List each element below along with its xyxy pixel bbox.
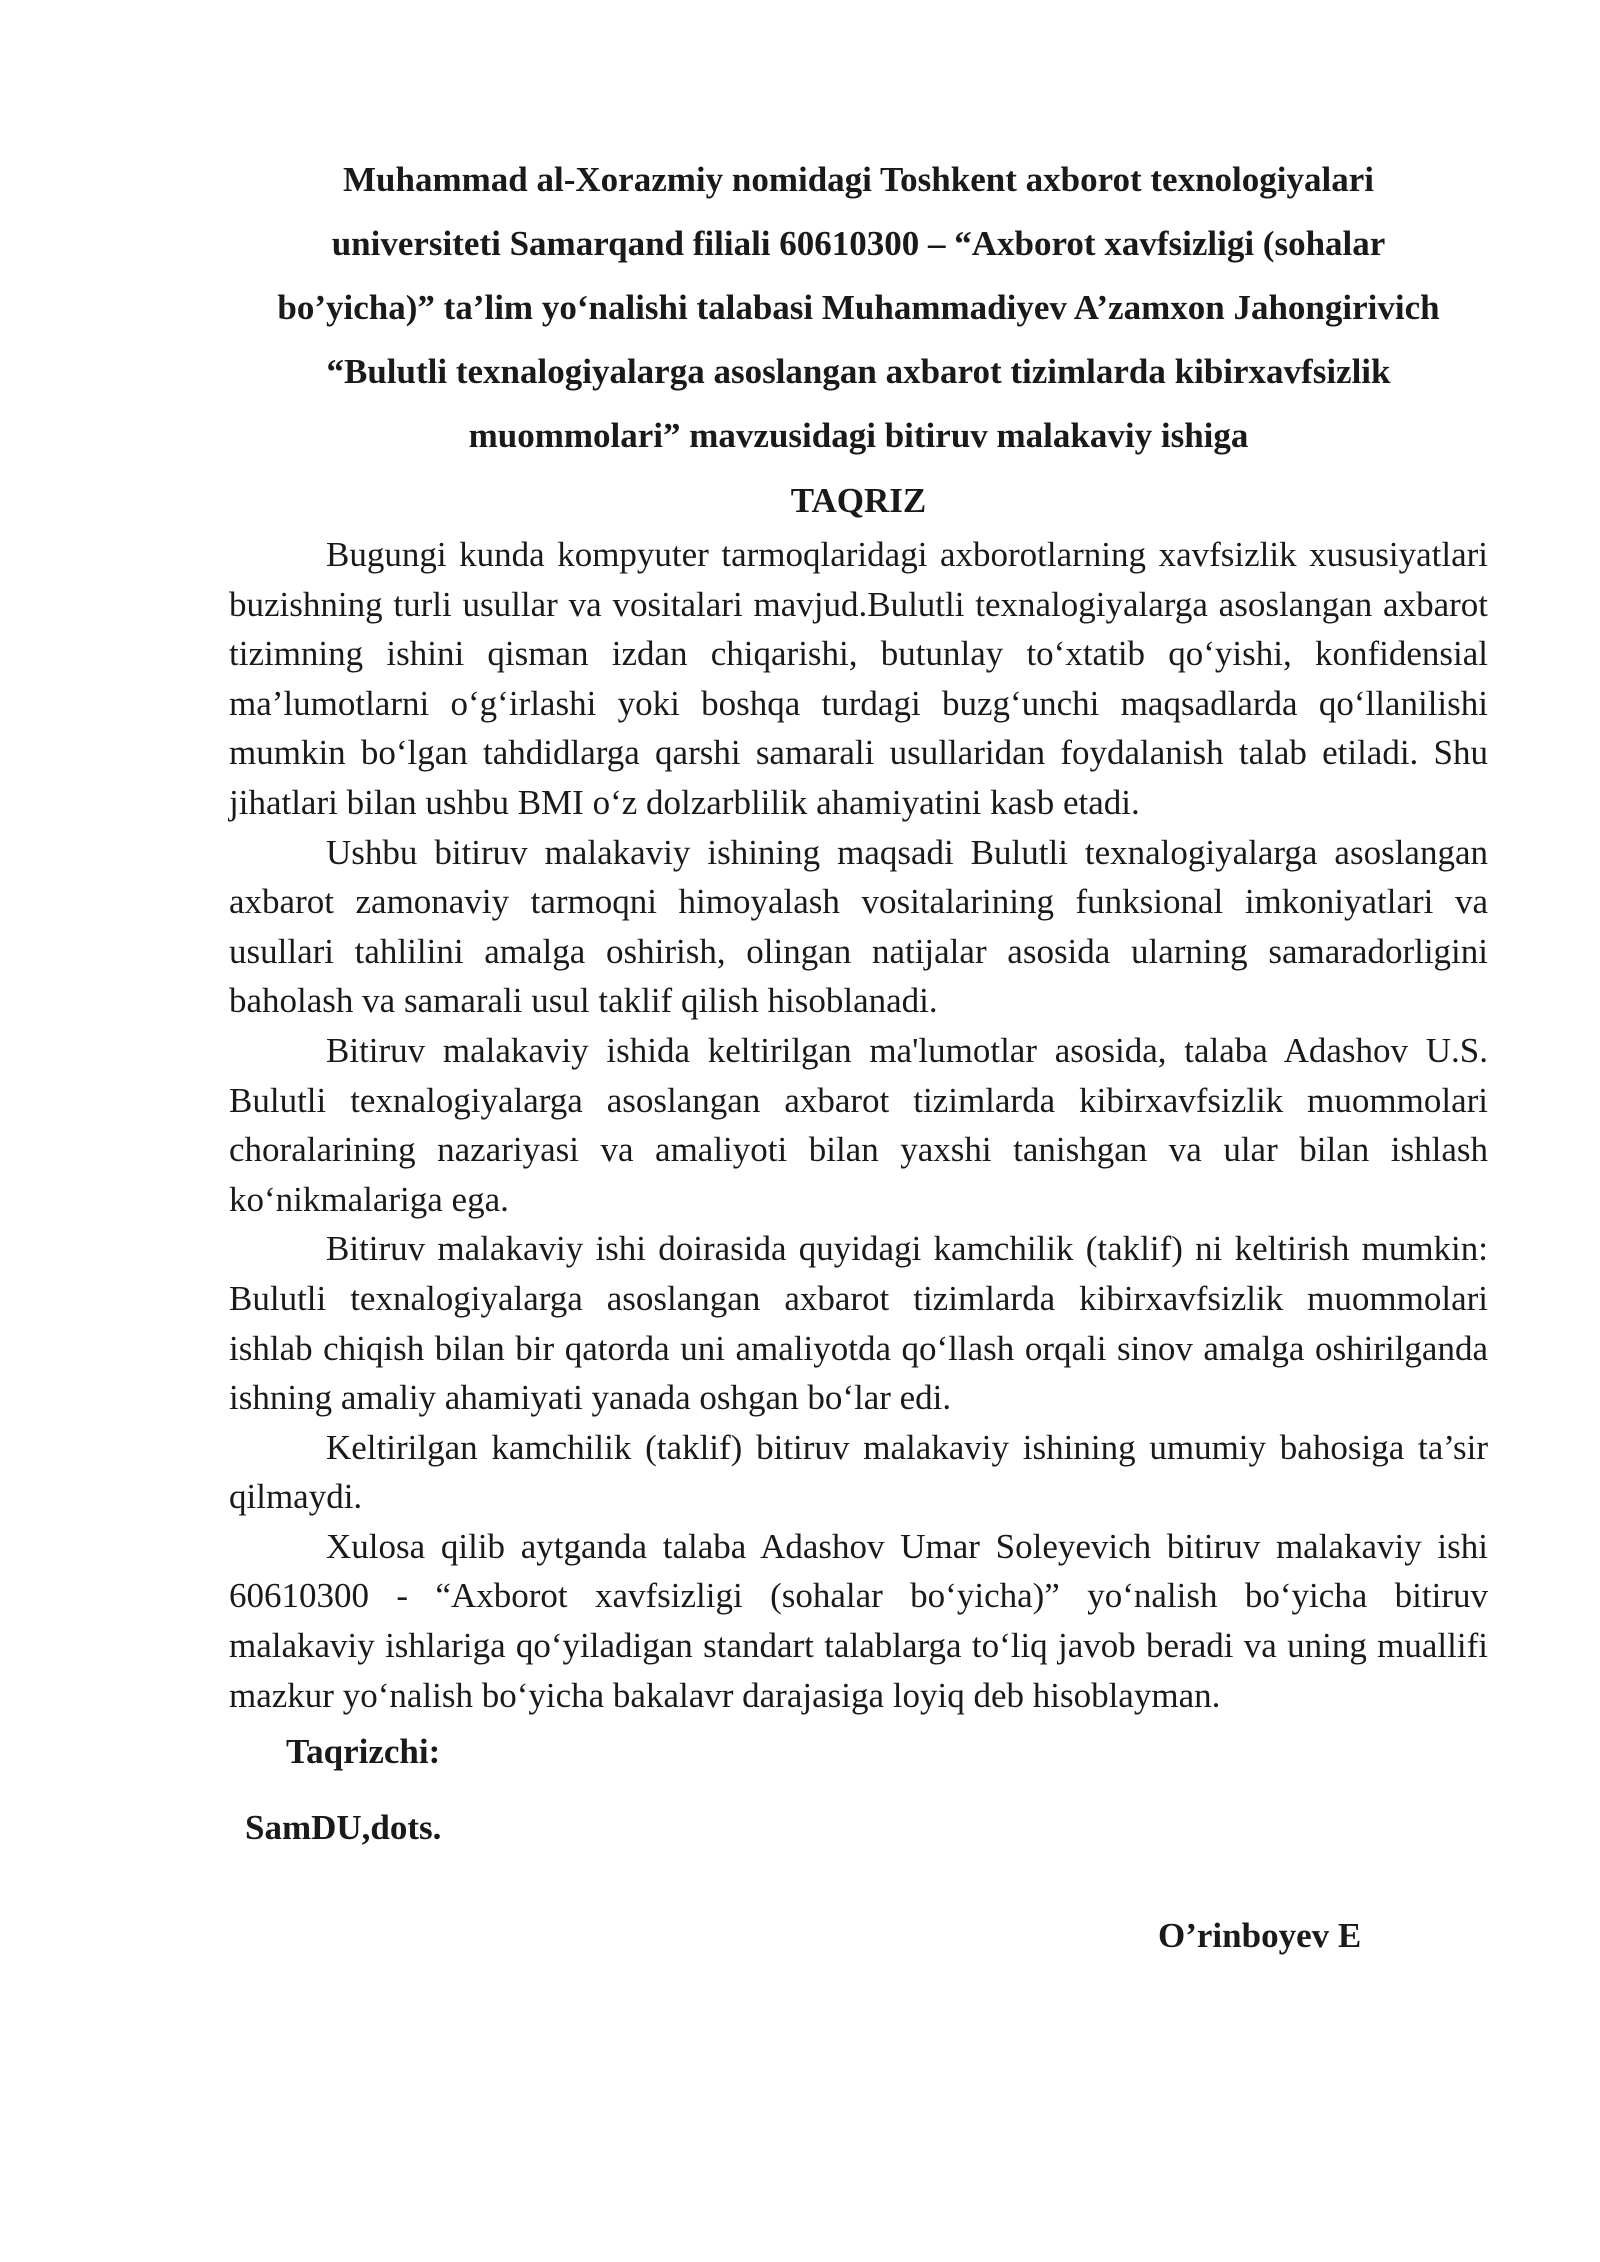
paragraph-relevance: Bugungi kunda kompyuter tarmoqlaridagi axborotlarning xavfsizlik xususiyatlari buzishning turli usullar va vositalari mavjud.Bulutli texnalogiyalarga asoslangan axbarot tizimning ishini qisman izdan chiqarishi, butunlay to‘xtatib qo‘yishi, konfidensial ma’lumotlarni o‘g‘irlashi yoki boshqa turdagi buzg‘unchi maqsadlarda qo‘llanilishi mumkin bo‘lgan tahdidlarga qarshi samarali usullaridan foydalanish talab etiladi. Shu jihatlari bilan ushbu BMI o‘z dolzarblilik ahamiyatini kasb etadi. bbox=[229, 535, 1488, 822]
reviewer-name: O’rinboyev E bbox=[1158, 1916, 1362, 1955]
header-line-2: universiteti Samarqand filiali 60610300 – “Axborot xavfsizligi (sohalar bbox=[331, 224, 1386, 263]
paragraph-goal: Ushbu bitiruv malakaviy ishining maqsadi Bulutli texnalogiyalarga asoslangan axbarot zamonaviy tarmoqni himoyalash vositalarining funksional imkoniyatlari va usullari tahlilini amalga oshirish, olingan natijalar asosida ularning samaradorligini baholash va samarali usul taklif qilish hisoblanadi. bbox=[229, 832, 1488, 1021]
header-line-1: Muhammad al-Xorazmiy nomidagi Toshkent axborot texnologiyalari bbox=[343, 160, 1374, 199]
paragraph-conclusion: Xulosa qilib aytganda talaba Adashov Umar Soleyevich bitiruv malakaviy ishi 60610300 - “Axborot xavfsizligi (sohalar bo‘yicha)” yo‘nalish bo‘yicha bitiruv malakaviy ishlariga qo‘yiladigan standart talablarga to‘liq javob beradi va uning muallifi mazkur yo‘nalish bo‘yicha bakalavr darajasiga loyiq deb hisoblayman. bbox=[229, 1526, 1488, 1715]
reviewer-organization: SamDU,dots. bbox=[245, 1808, 442, 1848]
document-header bbox=[229, 148, 1488, 468]
reviewer-label: Taqrizchi: bbox=[286, 1732, 441, 1772]
header-line-4: “Bulutli texnalogiyalarga asoslangan axbarot tizimlarda kibirxavfsizlik bbox=[326, 352, 1391, 391]
header-line-5: muommolari” mavzusidagi bitiruv malakaviy ishiga bbox=[468, 416, 1249, 455]
document-body bbox=[229, 530, 1488, 1720]
document-title: TAQRIZ bbox=[790, 481, 927, 520]
paragraph-assessment-impact: Keltirilgan kamchilik (taklif) bitiruv malakaviy ishining umumiy bahosiga ta’sir qilmaydi. bbox=[229, 1427, 1488, 1517]
header-line-3: bo’yicha)” ta’lim yo‘nalishi talabasi Muhammadiyev A’zamxon Jahongirivich bbox=[277, 288, 1440, 327]
paragraph-shortcomings: Bitiruv malakaviy ishi doirasida quyidagi kamchilik (taklif) ni keltirish mumkin: Bulutli texnalogiyalarga asoslangan axbarot tizimlarda kibirxavfsizlik muommolari ishlab chiqish bilan bir qatorda uni amaliyotda qo‘llash orqali sinov amalga oshirilganda ishning amaliy ahamiyati yanada oshgan bo‘lar edi. bbox=[229, 1229, 1488, 1418]
paragraph-student-skills: Bitiruv malakaviy ishida keltirilgan ma'lumotlar asosida, talaba Adashov U.S. Bulutli texnalogiyalarga asoslangan axbarot tizimlarda kibirxavfsizlik muommolari choralarining nazariyasi va amaliyoti bilan yaxshi tanishgan va ular bilan ishlash ko‘nikmalariga ega. bbox=[229, 1030, 1488, 1219]
